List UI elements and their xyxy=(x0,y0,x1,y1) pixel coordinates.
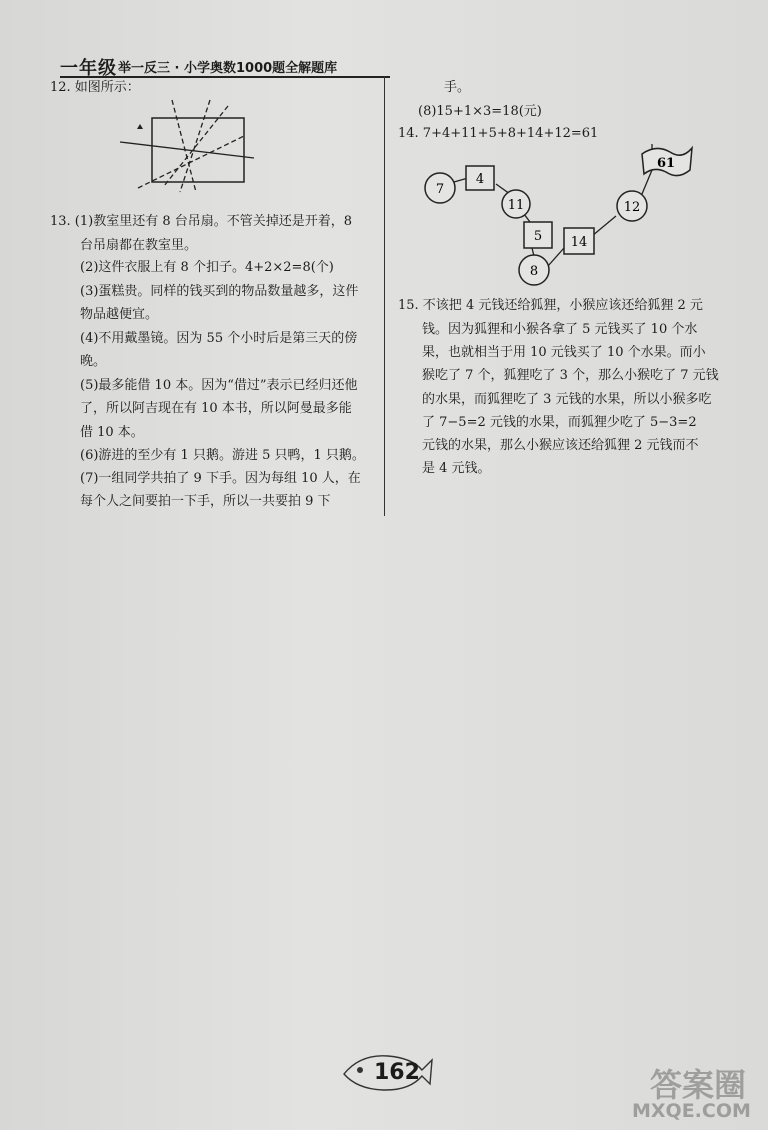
q13-line: (2)这件衣服上有 8 个扣子。4+2×2=8(个) xyxy=(80,260,334,275)
q15-line: 了 7−5=2 元钱的水果，而狐狸少吃了 5−3=2 xyxy=(422,415,697,430)
figure-12-rectangle-cuts xyxy=(118,96,258,196)
flag-label: 61 xyxy=(656,156,676,171)
connector-line xyxy=(548,248,564,266)
figure-14-path-diagram xyxy=(420,140,700,290)
rectangle-shape xyxy=(152,118,244,182)
q15-line: 猴吃了 7 个，狐狸吃了 3 个，那么小猴吃了 7 元钱 xyxy=(422,368,719,383)
column-divider xyxy=(384,76,385,516)
watermark-url: MXQE.COM xyxy=(632,1100,751,1122)
grade-label: 一年级 xyxy=(60,58,117,79)
q13-part-8: (8)15+1×3=18(元) xyxy=(418,104,542,119)
q13-line: 借 10 本。 xyxy=(80,425,144,440)
watermark-logo-text: 答案圈 xyxy=(650,1066,747,1104)
q13-continuation: 手。 xyxy=(444,80,471,95)
q13-line: 13. (1)教室里还有 8 台吊扇。不管关掉还是开着，8 xyxy=(50,214,353,229)
q15-line: 钱。因为狐狸和小猴各拿了 5 元钱买了 10 个水 xyxy=(422,322,698,337)
series-title: 举一反三 · 小学奥数1000题全解题库 xyxy=(118,61,338,76)
q13-line: (4)不用戴墨镜。因为 55 个小时后是第三天的傍 xyxy=(80,331,358,346)
dashed-cut-line xyxy=(180,100,210,192)
q13-line: 了，所以阿吉现在有 10 本书，所以阿曼最多能 xyxy=(80,401,352,416)
q15-line: 果，也就相当于用 10 元钱买了 10 个水果。而小 xyxy=(422,345,706,360)
circle-node-label: 8 xyxy=(529,264,539,279)
q13-line: (5)最多能借 10 本。因为“借过”表示已经归还他 xyxy=(80,378,358,393)
small-marker-icon xyxy=(137,124,143,129)
q13-line: 台吊扇都在教室里。 xyxy=(80,238,198,253)
square-node-label: 14 xyxy=(570,235,588,250)
q15-line: 的水果，而狐狸吃了 3 元钱的水果，所以小猴多吃 xyxy=(422,392,712,407)
q13-line: 晚。 xyxy=(80,354,107,369)
q13-line: 每个人之间要拍一下手，所以一共要拍 9 下 xyxy=(80,494,331,509)
circle-node-label: 12 xyxy=(623,200,641,215)
q13-line: 物品越便宜。 xyxy=(80,307,159,322)
question-12-label: 12. 如图所示： xyxy=(50,80,140,95)
page-number: 162 xyxy=(374,1060,420,1085)
square-node-label: 4 xyxy=(475,172,485,187)
circle-node-label: 7 xyxy=(435,182,445,197)
circle-node-label: 11 xyxy=(507,198,525,213)
dashed-cut-line xyxy=(138,136,244,188)
q15-line: 15. 不该把 4 元钱还给狐狸，小猴应该还给狐狸 2 元 xyxy=(398,298,703,313)
question-14-equation: 14. 7+4+11+5+8+14+12=61 xyxy=(398,126,599,141)
q15-line: 是 4 元钱。 xyxy=(422,461,491,476)
connector-line xyxy=(592,216,616,236)
q13-line: (3)蛋糕贵。同样的钱买到的物品数量越多，这件 xyxy=(80,284,359,299)
q13-line: (6)游进的至少有 1 只鹅。游进 5 只鸭，1 只鹅。 xyxy=(80,448,365,463)
q15-line: 元钱的水果，那么小猴应该还给狐狸 2 元钱而不 xyxy=(422,438,699,453)
page-header xyxy=(60,54,390,78)
fish-eye xyxy=(357,1067,363,1073)
square-node-label: 5 xyxy=(533,229,543,244)
q13-line: (7)一组同学共拍了 9 下手。因为每组 10 人，在 xyxy=(80,471,361,486)
